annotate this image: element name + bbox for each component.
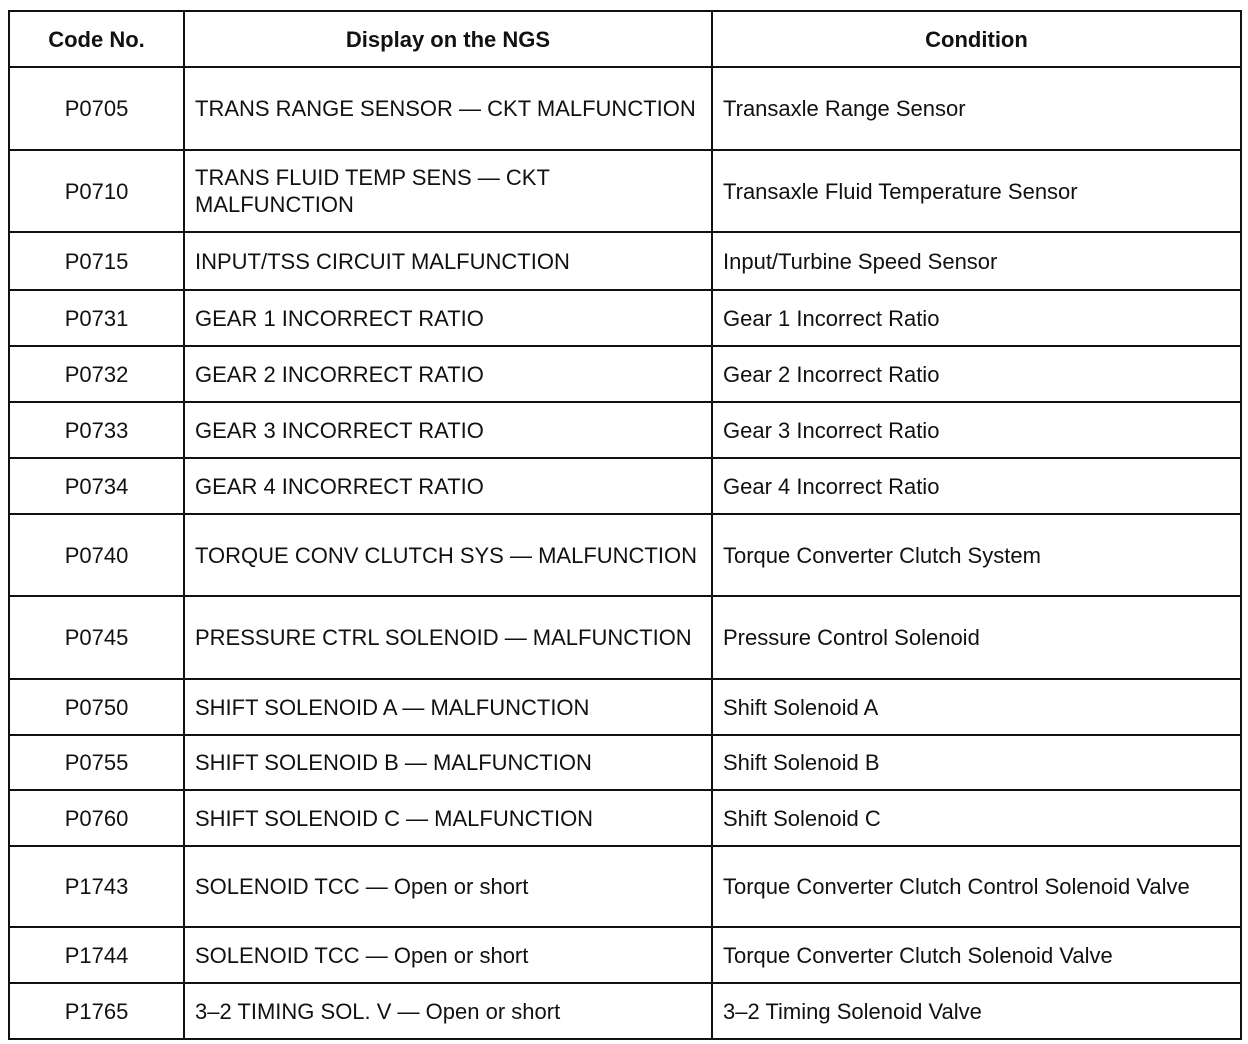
condition-cell: Torque Converter Clutch Solenoid Valve <box>712 927 1241 983</box>
table-row <box>9 927 1241 983</box>
table-row <box>9 735 1241 790</box>
condition-cell: Input/Turbine Speed Sensor <box>712 232 1241 290</box>
header-display: Display on the NGS <box>184 11 712 67</box>
display-cell: PRESSURE CTRL SOLENOID — MALFUNCTION <box>184 596 712 679</box>
condition-cell: 3–2 Timing Solenoid Valve <box>712 983 1241 1039</box>
table-row <box>9 846 1241 927</box>
condition-cell: Gear 4 Incorrect Ratio <box>712 458 1241 514</box>
table-header-row <box>9 11 1241 67</box>
code-cell: P0750 <box>9 679 184 735</box>
table-row <box>9 983 1241 1039</box>
table-row <box>9 790 1241 846</box>
condition-cell: Torque Converter Clutch Control Solenoid Valve <box>712 846 1241 927</box>
display-cell: GEAR 3 INCORRECT RATIO <box>184 402 712 458</box>
display-cell: 3–2 TIMING SOL. V — Open or short <box>184 983 712 1039</box>
table-row <box>9 679 1241 735</box>
code-cell: P1744 <box>9 927 184 983</box>
code-cell: P0733 <box>9 402 184 458</box>
table-row <box>9 346 1241 402</box>
dtc-code-table <box>8 10 1242 1040</box>
table-row <box>9 67 1241 150</box>
display-cell: SHIFT SOLENOID C — MALFUNCTION <box>184 790 712 846</box>
condition-cell: Shift Solenoid B <box>712 735 1241 790</box>
code-cell: P0731 <box>9 290 184 346</box>
display-cell: TORQUE CONV CLUTCH SYS — MALFUNCTION <box>184 514 712 596</box>
table-row <box>9 290 1241 346</box>
table-row <box>9 150 1241 232</box>
code-cell: P0710 <box>9 150 184 232</box>
code-cell: P0734 <box>9 458 184 514</box>
table-row <box>9 596 1241 679</box>
condition-cell: Shift Solenoid A <box>712 679 1241 735</box>
code-cell: P0745 <box>9 596 184 679</box>
condition-cell: Transaxle Range Sensor <box>712 67 1241 150</box>
condition-cell: Gear 2 Incorrect Ratio <box>712 346 1241 402</box>
display-cell: TRANS FLUID TEMP SENS — CKT MALFUNCTION <box>184 150 712 232</box>
code-cell: P0705 <box>9 67 184 150</box>
display-cell: SHIFT SOLENOID B — MALFUNCTION <box>184 735 712 790</box>
display-cell: TRANS RANGE SENSOR — CKT MALFUNCTION <box>184 67 712 150</box>
header-condition: Condition <box>712 11 1241 67</box>
code-cell: P1765 <box>9 983 184 1039</box>
display-cell: INPUT/TSS CIRCUIT MALFUNCTION <box>184 232 712 290</box>
condition-cell: Gear 3 Incorrect Ratio <box>712 402 1241 458</box>
display-cell: SOLENOID TCC — Open or short <box>184 927 712 983</box>
condition-cell: Gear 1 Incorrect Ratio <box>712 290 1241 346</box>
table-row <box>9 514 1241 596</box>
display-cell: GEAR 1 INCORRECT RATIO <box>184 290 712 346</box>
code-cell: P0740 <box>9 514 184 596</box>
table-row <box>9 232 1241 290</box>
condition-cell: Torque Converter Clutch System <box>712 514 1241 596</box>
display-cell: SOLENOID TCC — Open or short <box>184 846 712 927</box>
display-cell: SHIFT SOLENOID A — MALFUNCTION <box>184 679 712 735</box>
display-cell: GEAR 4 INCORRECT RATIO <box>184 458 712 514</box>
condition-cell: Shift Solenoid C <box>712 790 1241 846</box>
condition-cell: Pressure Control Solenoid <box>712 596 1241 679</box>
code-cell: P1743 <box>9 846 184 927</box>
display-cell: GEAR 2 INCORRECT RATIO <box>184 346 712 402</box>
code-cell: P0760 <box>9 790 184 846</box>
code-cell: P0715 <box>9 232 184 290</box>
code-cell: P0732 <box>9 346 184 402</box>
condition-cell: Transaxle Fluid Temperature Sensor <box>712 150 1241 232</box>
header-code: Code No. <box>9 11 184 67</box>
table-row <box>9 402 1241 458</box>
table-row <box>9 458 1241 514</box>
code-cell: P0755 <box>9 735 184 790</box>
